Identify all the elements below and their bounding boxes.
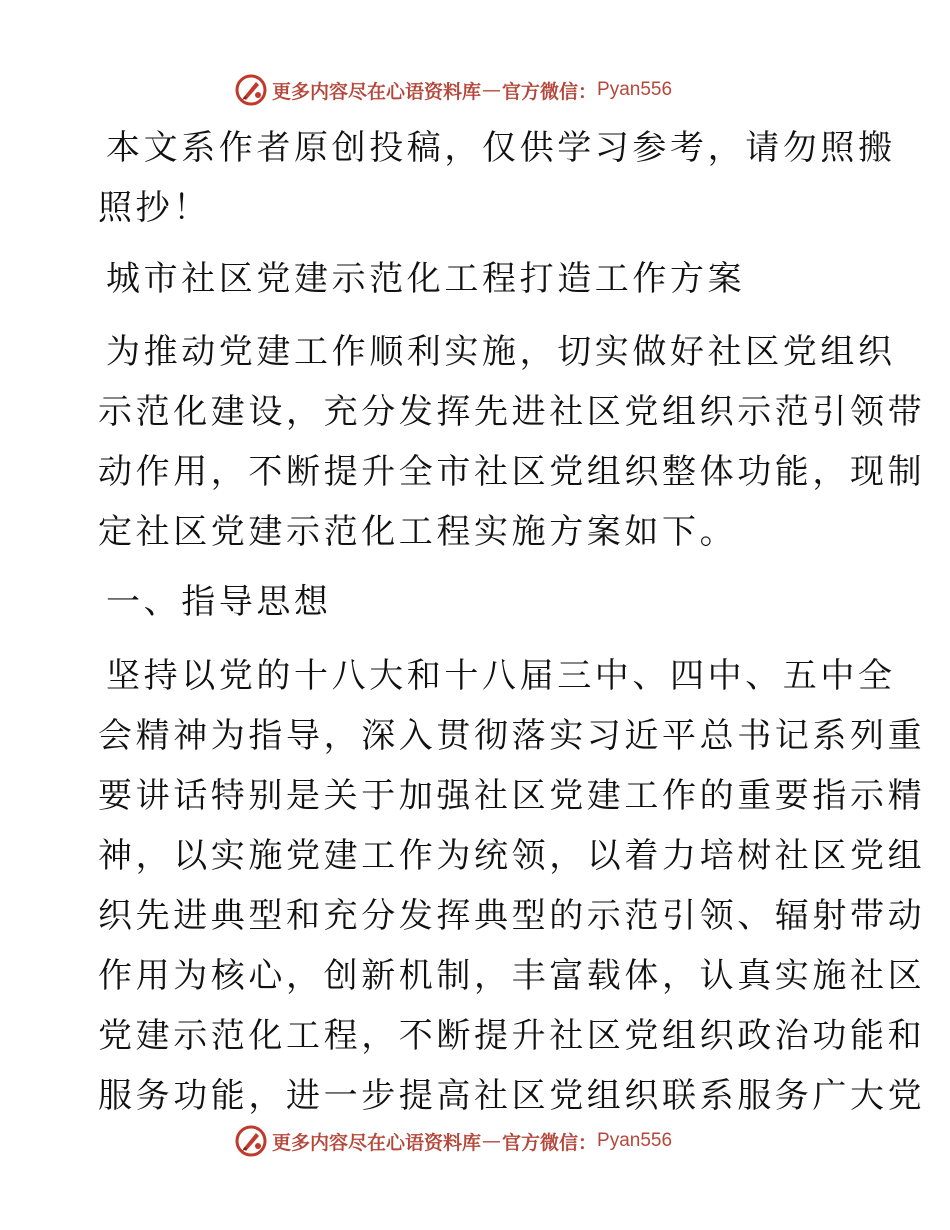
notice-line-2: 照抄！ [98,188,211,228]
intro-paragraph [98,322,926,562]
title-text: 城市社区党建示范化工程打造工作方案 [106,259,746,299]
section-1-line: 织先进典型和充分发挥典型的示范引领、辐射带动 [98,896,926,936]
section-1-line: 服务功能，进一步提高社区党组织联系服务广大党 [98,1076,926,1116]
section-1-paragraph [98,646,926,1126]
section-1-line: 神，以实施党建工作为统领，以着力培树社区党组 [98,836,926,876]
document-title [98,249,858,309]
watermark-dash: — [482,1130,502,1152]
watermark-site-name: 更多内容尽在心语资料库 [272,80,482,103]
section-1-line: 要讲话特别是关于加强社区党建工作的重要指示精 [98,776,926,816]
section-1-line: 会精神为指导，深入贯彻落实习近平总书记系列重 [98,716,926,756]
section-1-line: 党建示范化工程，不断提升社区党组织政治功能和 [98,1016,926,1056]
quill-logo-icon [234,1124,268,1158]
section-1-heading [98,572,858,632]
quill-logo-icon [234,73,268,107]
watermark-official-label: 官方微信： [502,80,598,103]
footer-watermark [234,1123,714,1159]
section-1-line: 作用为核心，创新机制，丰富载体，认真实施社区 [98,956,926,996]
watermark-wechat-id: Pyan556 [597,79,673,100]
notice-line-1: 本文系作者原创投稿，仅供学习参考，请勿照搬 [106,128,896,168]
section-1-heading-text: 一、指导思想 [106,582,332,622]
watermark-site-name: 更多内容尽在心语资料库 [272,1131,482,1154]
intro-line: 动作用，不断提升全市社区党组织整体功能，现制 [98,452,926,492]
watermark-wechat-id: Pyan556 [597,1130,673,1151]
section-1-line: 坚持以党的十八大和十八届三中、四中、五中全 [106,656,896,696]
intro-line: 为推动党建工作顺利实施，切实做好社区党组织 [106,332,896,372]
intro-line: 示范化建设，充分发挥先进社区党组织示范引领带 [98,392,926,432]
watermark-dash: — [482,79,502,101]
notice-paragraph [98,118,896,238]
intro-line: 定社区党建示范化工程实施方案如下。 [98,512,738,552]
header-watermark [234,72,714,108]
watermark-official-label: 官方微信： [502,1131,598,1154]
